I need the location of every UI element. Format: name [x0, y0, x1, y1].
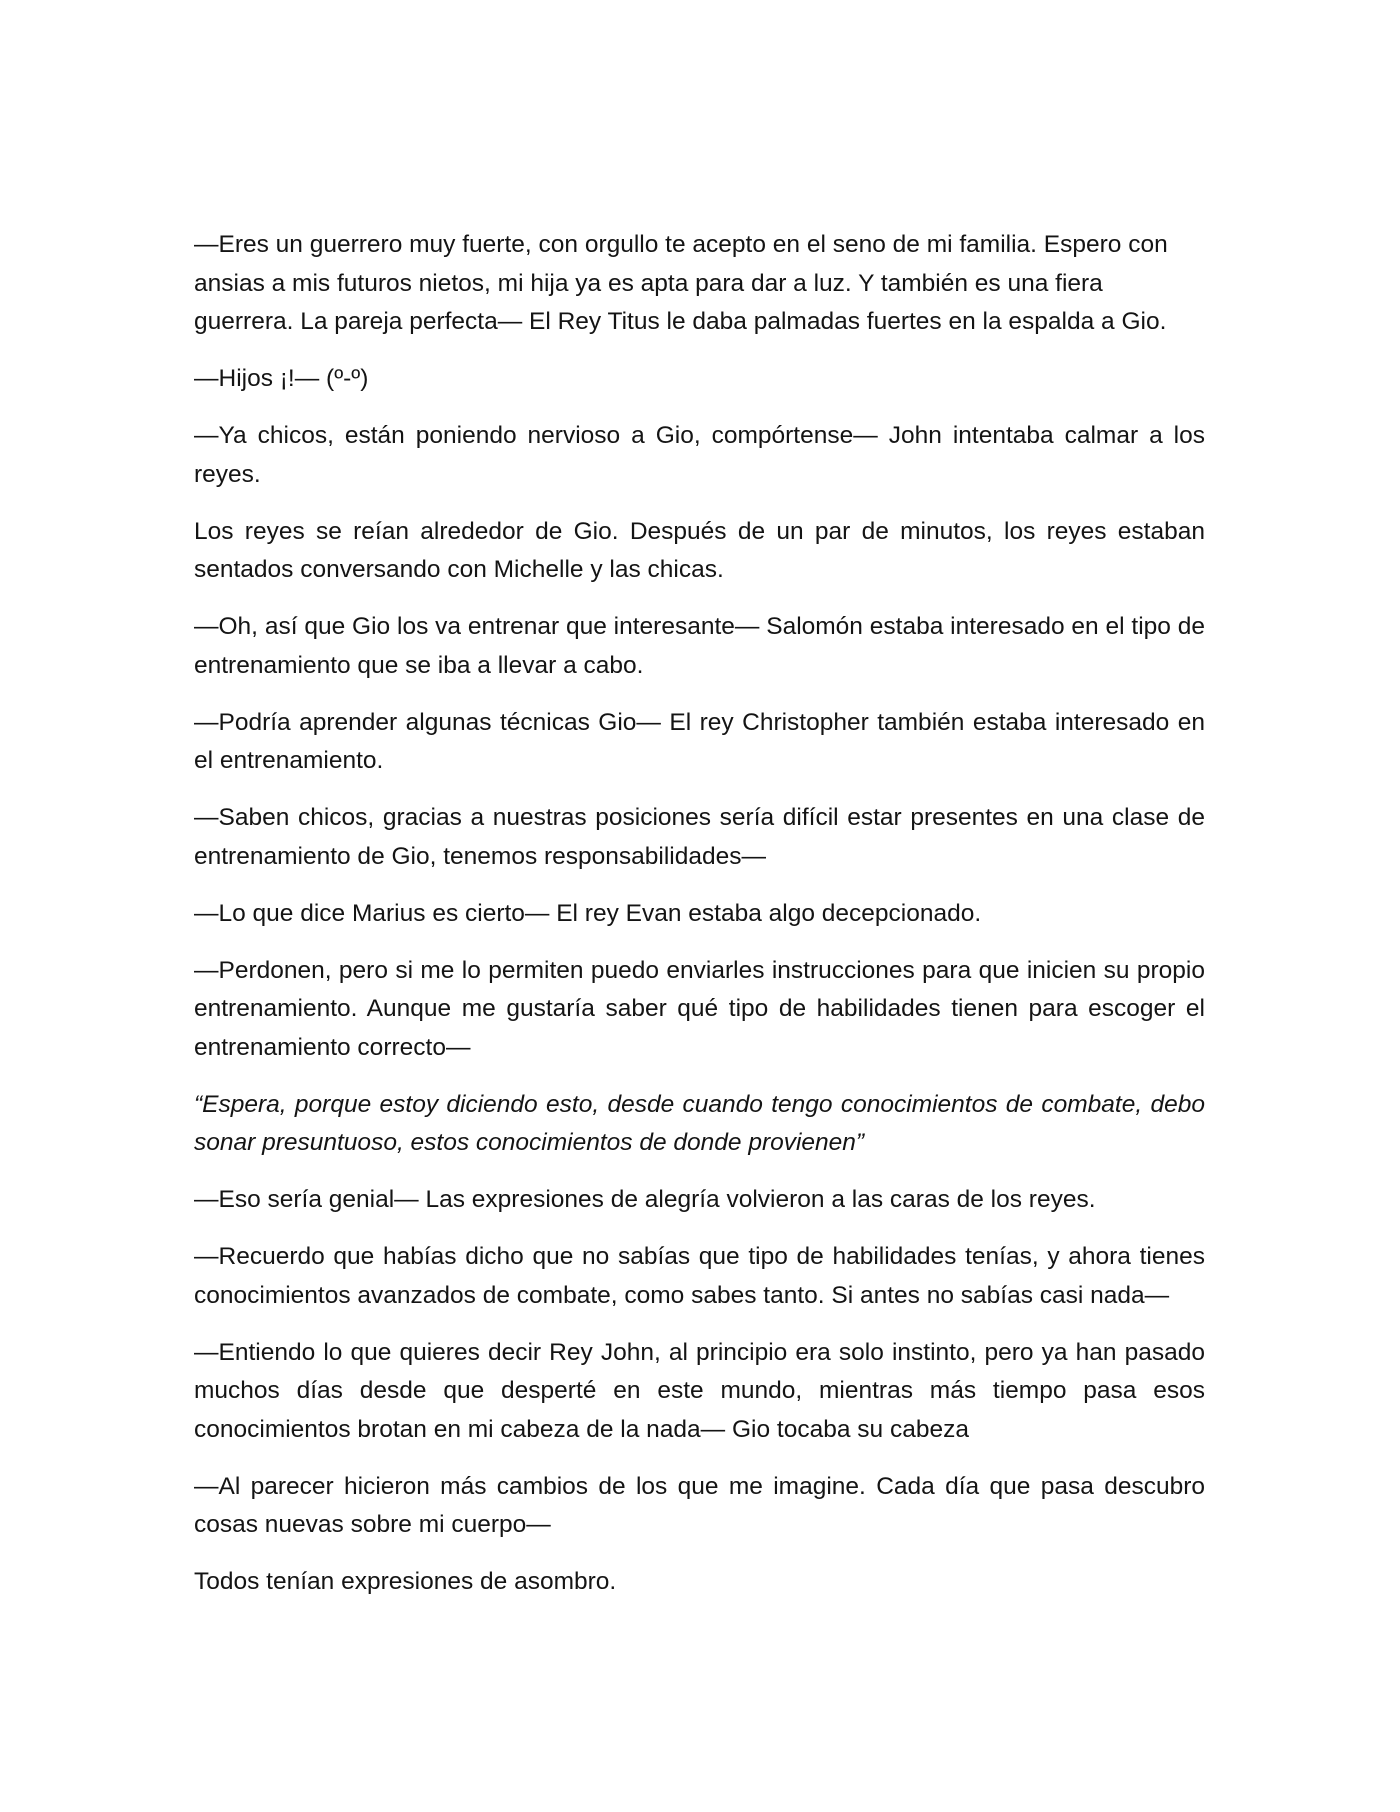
paragraph-12: —Recuerdo que habías dicho que no sabías que tipo de habilidades tenías, y ahora tienes conocimientos avanzados de combate, como sabes tanto. Si antes no sabías casi nada— [194, 1243, 1205, 1309]
paragraph-5: —Oh, así que Gio los va entrenar que interesante— Salomón estaba interesado en el tipo de entrenamiento que se iba a llevar a cabo. [194, 613, 1205, 679]
paragraph-7: —Saben chicos, gracias a nuestras posiciones sería difícil estar presentes en una clase de entrenamiento de Gio, tenemos responsabilidades— [194, 804, 1205, 870]
paragraph-8: —Lo que dice Marius es cierto— El rey Evan estaba algo decepcionado. [194, 899, 982, 927]
paragraph-3: —Ya chicos, están poniendo nervioso a Gio, compórtense— John intentaba calmar a los reyes. [194, 422, 1205, 488]
paragraph-11: —Eso sería genial— Las expresiones de alegría volvieron a las caras de los reyes. [194, 1186, 1096, 1213]
paragraph-13: —Entiendo lo que quieres decir Rey John, al principio era solo instinto, pero ya han pasado muchos días desde que desperté en este mundo, mientras más tiempo pasa esos conocimientos brotan en mi cabeza de la nada— Gio tocaba su cabeza [194, 1338, 1205, 1443]
paragraph-9: —Perdonen, pero si me lo permiten puedo enviarles instrucciones para que inicien su propio entrenamiento. Aunque me gustaría saber qué tipo de habilidades tienen para escoger el entrenamiento correcto— [194, 956, 1205, 1061]
paragraph-4: Los reyes se reían alrededor de Gio. Después de un par de minutos, los reyes estaban sentados conversando con Michelle y las chicas. [194, 517, 1205, 583]
paragraph-10-italic-thought: “Espera, porque estoy diciendo esto, desde cuando tengo conocimientos de combate, debo sonar presuntuoso, estos conocimientos de donde provienen” [194, 1090, 1205, 1156]
paragraph-15: Todos tenían expresiones de asombro. [194, 1568, 617, 1595]
text-column [194, 226, 1205, 1620]
paragraph-1: —Eres un guerrero muy fuerte, con orgullo te acepto en el seno de mi familia. Espero con ansias a mis futuros nietos, mi hija ya es apta para dar a luz. Y también es una fiera guerrera. La pareja perfecta— El Rey Titus le daba palmadas fuertes en la espalda a Gio. [194, 231, 1168, 335]
paragraph-6: —Podría aprender algunas técnicas Gio— El rey Christopher también estaba interesado en el entrenamiento. [194, 708, 1205, 774]
paragraph-14: —Al parecer hicieron más cambios de los que me imagine. Cada día que pasa descubro cosas nuevas sobre mi cuerpo— [194, 1472, 1205, 1538]
paragraph-2: —Hijos ¡!— (º-º) [194, 365, 369, 392]
